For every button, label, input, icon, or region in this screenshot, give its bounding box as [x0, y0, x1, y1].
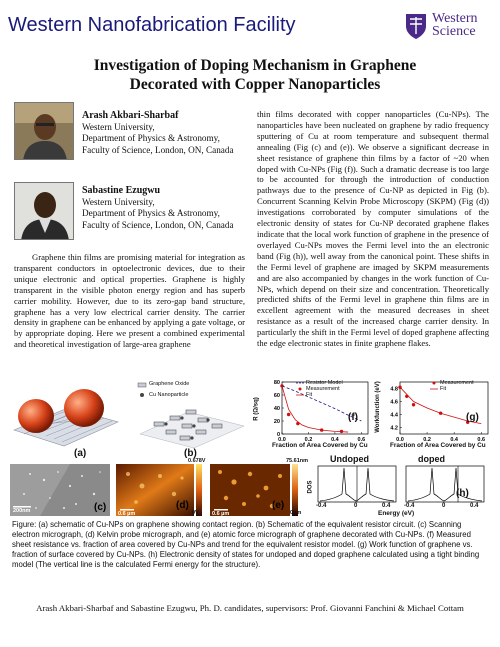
- figure-panels: [10, 378, 492, 518]
- figure-h-ylabel: DOS: [307, 480, 314, 494]
- logo-text-western: Western: [432, 11, 478, 26]
- abstract-left-column: [14, 252, 245, 350]
- figure-e-scalebar: 0.6 µm: [212, 511, 230, 516]
- y-tick-label: 4.2: [390, 425, 398, 432]
- figure-c: [10, 464, 110, 516]
- y-tick-label: 4.8: [390, 386, 398, 393]
- logo-text-science: Science: [432, 24, 476, 39]
- figure-d-scalebar: 0.6 µm: [118, 511, 136, 516]
- author-name: Sabastine Ezugwu: [82, 185, 161, 196]
- figure-h-xtick: -0.4: [316, 503, 327, 509]
- chart-g-svg: [380, 378, 492, 444]
- logo-text: [432, 12, 478, 38]
- poster-header: [0, 0, 500, 58]
- figure-g-xlabel: Fraction of Area Covered by Cu: [390, 442, 486, 449]
- figure-b-legend-cu-nanoparticle: Cu Nanoparticle: [149, 392, 189, 398]
- figure-h-xlabel: Energy (eV): [378, 510, 415, 517]
- author-photo-2: [14, 182, 74, 240]
- figure-e-colorbar: [292, 464, 298, 516]
- author-name: Arash Akbari-Sharbaf: [82, 110, 179, 121]
- x-tick-label: 0.4: [450, 437, 458, 443]
- figure-b-legend-graphene-oxide: Graphene Oxide: [149, 381, 190, 387]
- figure-h-xtick: 0: [354, 503, 358, 509]
- figure-d-colorbar-top: 0.678V: [188, 458, 206, 464]
- x-tick-label: 0.6: [477, 437, 486, 443]
- facility-name: Western Nanofabrication Facility: [8, 14, 296, 36]
- author-affiliation: Department of Physics & Astronomy,: [82, 133, 220, 143]
- y-tick-label: 4.4: [390, 412, 398, 419]
- figure-a-label: (a): [74, 448, 87, 459]
- figure-h-svg: [316, 464, 498, 508]
- dos-curve-doped: [408, 468, 482, 501]
- figure-g-legend-fit: Fit: [440, 386, 447, 392]
- figure-g-label: (g): [466, 412, 479, 423]
- figure-a: [10, 378, 120, 459]
- author-block-1: [82, 110, 234, 156]
- poster-footer: Arash Akbari-Sharbaf and Sabastine Ezugwu, Ph. D. candidates, supervisors: Prof. Giovanni Fanchini & Michael Cottam: [36, 603, 464, 613]
- figure-f-legend-model: Resistor Model: [306, 380, 343, 386]
- figure-f-legend-measurement: Measurement: [306, 386, 340, 392]
- abstract-right-column: [257, 109, 489, 349]
- figure-f-legend-fit: Fit: [306, 392, 313, 398]
- figure-h-xtick: -0.4: [404, 503, 415, 509]
- figure-g: [374, 378, 492, 460]
- figure-b-label: (b): [184, 448, 197, 459]
- author-affiliation: Western University,: [82, 196, 155, 207]
- author-affiliation: Western University,: [82, 121, 155, 132]
- figure-f-ylabel: R (Ω/sq): [253, 397, 260, 421]
- figure-g-legend-measurement: Measurement: [440, 380, 474, 386]
- fit-line: [282, 386, 348, 432]
- figure-h: [307, 454, 492, 518]
- author-block-2: [82, 185, 234, 231]
- x-tick-label: 0.2: [304, 437, 313, 443]
- x-tick-label: 0.0: [278, 437, 286, 443]
- measurement-point: [412, 403, 415, 406]
- figure-h-xtick: 0.4: [470, 503, 479, 509]
- y-tick-label: 20: [273, 419, 280, 425]
- figure-f-xlabel: Fraction of Area Covered by Cu: [272, 442, 368, 449]
- title-line-1: Investigation of Doping Mechanism in Graphene: [93, 57, 417, 74]
- figure-h-xtick: 0: [442, 503, 446, 509]
- y-tick-label: 4.6: [390, 399, 398, 406]
- x-tick-label: 0.4: [331, 437, 339, 443]
- legend-mark-measurement: [433, 382, 436, 385]
- figure-h-xtick: 0.4: [382, 503, 391, 509]
- figure-e-label: (e): [272, 500, 285, 511]
- title-line-2: Decorated with Copper Nanoparticles: [129, 76, 381, 93]
- figure-c-scalebar: 200nm: [13, 508, 31, 514]
- figure-h-title-undoped: Undoped: [330, 454, 369, 464]
- y-tick-label: 80: [273, 380, 280, 386]
- legend-mark-measurement: [299, 388, 302, 391]
- y-tick-label: 60: [273, 393, 280, 399]
- poster-title: [60, 56, 450, 94]
- measurement-point: [287, 413, 290, 416]
- figure-e-colorbar-bottom: 0nm: [290, 510, 302, 516]
- y-tick-label: 40: [273, 406, 280, 412]
- figure-b: [136, 378, 246, 459]
- abstract-paragraph: Graphene thin films are promising material for integration as transparent conductors in optoelectronic devices, due to their unique electronic and optical properties. Graphene is highly transparent in the visible photon energy region and has superb carrier mobility. However, due to its zero-gap band structure, graphene has a very low electrical carrier density. The carrier density in graphene can be enhanced by applying a gate voltage, or by appropriate doping. Here we present a combined experimental and theoretical investigation of large-area graphene: [14, 252, 245, 350]
- y-tick-label: 0: [276, 432, 280, 438]
- western-science-logo: [402, 10, 494, 44]
- author-affiliation: Department of Physics & Astronomy,: [82, 208, 220, 218]
- figure-e: [210, 464, 290, 516]
- figure-d-colorbar: [196, 464, 202, 516]
- author-affiliation: Faculty of Science, London, ON, Canada: [82, 219, 234, 230]
- figure-d-colorbar-bottom: 0V: [192, 510, 199, 516]
- figure-h-label: (h): [456, 488, 469, 499]
- figure-e-colorbar-top: 75.61nm: [286, 458, 309, 464]
- figure-h-title-doped: doped: [418, 454, 445, 464]
- author-photo-1: [14, 102, 74, 160]
- figure-d: [116, 464, 194, 516]
- x-tick-label: 0.2: [423, 437, 431, 443]
- crest-icon: [404, 12, 428, 40]
- dos-frame-doped: [406, 466, 484, 502]
- abstract-paragraph: thin films decorated with copper nanoparticles (Cu-NPs). The nanoparticles have been nucleated on graphene by radio frequency sputtering of Cu at room temperature and subsequent thermal annealing (Fig (c) and (e)). We observe a significant decrease in sheet resistance of graphene thin films by a factor of ~20 when doped with Cu-NPs (Fig (f)). Such a dramatic decrease is too large to be accounted for through the introduction of conduction pathways due to the presence of Cu-NP as depicted in Fig (b). Concurrent Scanning Kelvin Probe Microscopy (SKPM) (Fig (d)) investigations corroborated by computer simulations of the electronic density of states for Cu-NP decorated graphene flakes indicate that the local work function of graphene in the presence of overlayed Cu-NPs moves the Fermi level into the an electronic band (Fig (h)), well away from the canonical point. These shifts in the Fermi level of graphene are imaged by SKPM measurements and are also accompanied by changes in the work function of Cu-NPs, which depend on their size and concentration. Theoretically predicted shifts of the Fermi level in graphene thin films are in excellent agreement with the measured decreases in sheet resistance as a result of the increased charge carrier density. In particularly the shift in the Fermi level of doped graphene affecting the edge electronic states in finite graphene flakes.: [257, 109, 489, 349]
- x-tick-label: 0.0: [396, 437, 404, 443]
- figure-caption: Figure: (a) schematic of Cu-NPs on graphene showing contact region. (b) Schematic of the equivalent resistor circuit. (c) Scanning electron micrograph, (d) Kelvin probe micrograph, and (e) atomic force micrograph of graphene decorated with Cu-NPs. (f) Measured sheet resistance vs. fraction of area covered by Cu-NPs and trend for the equivalent resistor model. (g) Work function of graphene vs. fraction of surface covered by Cu-NPs. (h) Electronic density of states for undoped and doped graphene calculated using a tight binding model (The vertical line is the calculated Fermi energy for the structure).: [12, 520, 480, 569]
- figure-g-ylabel: Workfunction (eV): [374, 381, 381, 433]
- figure-f: [253, 378, 372, 460]
- figure-d-label: (d): [176, 500, 189, 511]
- x-tick-label: 0.6: [357, 437, 366, 443]
- figure-f-label: (f): [348, 412, 358, 423]
- author-affiliation: Faculty of Science, London, ON, Canada: [82, 144, 234, 155]
- figure-c-label: (c): [94, 502, 107, 513]
